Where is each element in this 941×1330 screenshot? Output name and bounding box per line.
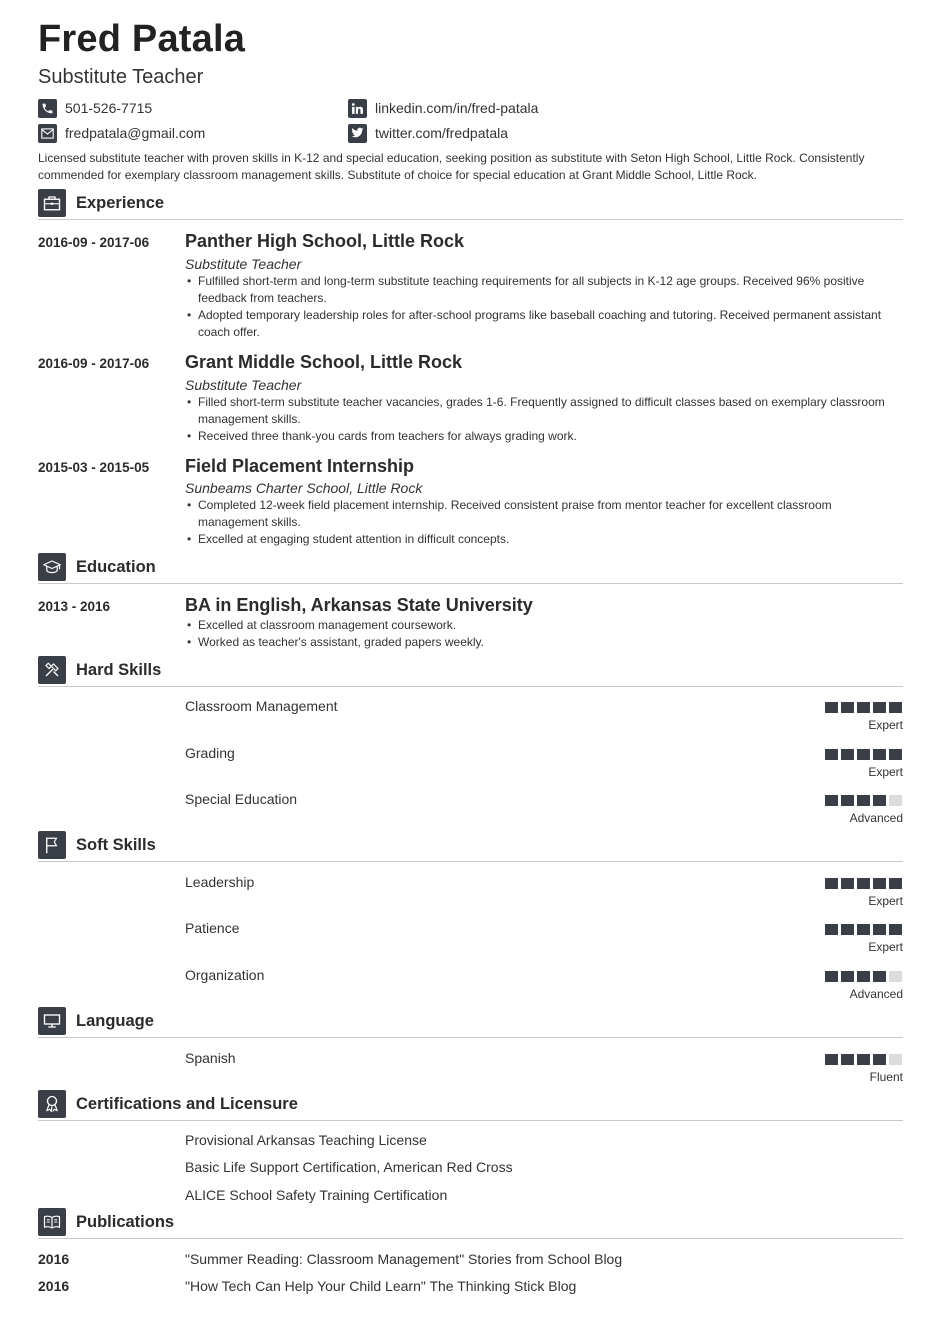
phone-icon (38, 99, 57, 118)
publication-1-year: 2016 (38, 1251, 70, 1267)
soft-skill-2-name: Patience (185, 920, 240, 936)
rating-box-empty (889, 795, 902, 806)
rating-box-filled (889, 878, 902, 889)
bullet: • Worked as teacher's assistant, graded papers weekly. (185, 634, 903, 651)
soft-skill-3-level: Advanced (849, 987, 903, 1001)
contact-phone (38, 98, 152, 118)
publication-2-title: "How Tech Can Help Your Child Learn" The Thinking Stick Blog (185, 1278, 577, 1294)
experience-2-bullets (185, 394, 903, 445)
rating-box-filled (825, 1054, 838, 1065)
rating-box-filled (825, 702, 838, 713)
rating-box-filled (841, 1054, 854, 1065)
experience-3-dates: 2015-03 - 2015-05 (38, 460, 150, 475)
contact-linkedin (348, 98, 538, 118)
language-1-rating (825, 1054, 902, 1065)
contact-email (38, 123, 205, 143)
section-experience (38, 189, 903, 220)
hard-skill-1-name: Classroom Management (185, 698, 338, 714)
experience-1-bullets (185, 273, 903, 341)
rating-box-filled (825, 924, 838, 935)
education-1-dates: 2013 - 2016 (38, 599, 111, 614)
rating-box-filled (857, 971, 870, 982)
section-title-hard-skills: Hard Skills (76, 661, 162, 679)
experience-1-title: Panther High School, Little Rock (185, 231, 465, 251)
soft-skill-1-name: Leadership (185, 874, 255, 890)
rating-box-filled (873, 924, 886, 935)
rating-box-filled (857, 1054, 870, 1065)
soft-skill-2-rating (825, 924, 902, 935)
rating-box-filled (825, 971, 838, 982)
section-language (38, 1007, 903, 1038)
graduation-cap-icon (38, 553, 66, 581)
section-certifications (38, 1090, 903, 1121)
education-1-title: BA in English, Arkansas State University (185, 595, 533, 615)
bullet: • Adopted temporary leadership roles for after-school programs like baseball coaching and tutoring. Received permanent assistant coach offer. (185, 307, 903, 341)
envelope-icon (38, 124, 57, 143)
section-education (38, 553, 903, 584)
monitor-icon (38, 1007, 66, 1035)
section-hard-skills (38, 656, 903, 687)
flag-icon (38, 831, 66, 859)
hard-skill-2-name: Grading (185, 745, 235, 761)
candidate-name: Fred Patala (38, 18, 246, 60)
language-1-name: Spanish (185, 1050, 236, 1066)
soft-skill-3-name: Organization (185, 967, 265, 983)
rating-box-filled (857, 749, 870, 760)
certification-1: Provisional Arkansas Teaching License (185, 1132, 427, 1148)
tools-icon (38, 656, 66, 684)
rating-box-filled (873, 749, 886, 760)
certification-3: ALICE School Safety Training Certification (185, 1187, 448, 1203)
briefcase-icon (38, 189, 66, 217)
language-1-level: Fluent (869, 1070, 903, 1084)
section-title-language: Language (76, 1012, 154, 1030)
certification-2: Basic Life Support Certification, American Red Cross (185, 1159, 513, 1175)
section-publications (38, 1208, 903, 1239)
rating-box-filled (889, 749, 902, 760)
rating-box-filled (889, 924, 902, 935)
experience-2-dates: 2016-09 - 2017-06 (38, 356, 150, 371)
rating-box-filled (873, 702, 886, 713)
rating-box-filled (825, 795, 838, 806)
soft-skill-3-rating (825, 971, 902, 982)
publication-1-title: "Summer Reading: Classroom Management" Stories from School Blog (185, 1251, 623, 1267)
rating-box-filled (841, 878, 854, 889)
rating-box-filled (873, 878, 886, 889)
bullet: • Excelled at engaging student attention in difficult concepts. (185, 531, 903, 548)
rating-box-filled (857, 878, 870, 889)
section-title-publications: Publications (76, 1213, 175, 1231)
experience-1-role: Substitute Teacher (185, 256, 302, 272)
experience-3-bullets (185, 497, 903, 548)
hard-skill-3-name: Special Education (185, 791, 298, 807)
hard-skill-1-rating (825, 702, 902, 713)
soft-skill-2-level: Expert (868, 940, 903, 954)
soft-skill-1-rating (825, 878, 902, 889)
experience-3-role: Sunbeams Charter School, Little Rock (185, 480, 423, 496)
rating-box-filled (841, 749, 854, 760)
hard-skill-2-rating (825, 749, 902, 760)
hard-skill-2-level: Expert (868, 765, 903, 779)
contact-twitter (348, 123, 508, 143)
bullet: • Filled short-term substitute teacher vacancies, grades 1-6. Frequently assigned to difficult classes based on exemplary classroom management skills. (185, 394, 903, 428)
rating-box-empty (889, 1054, 902, 1065)
rating-box-filled (857, 795, 870, 806)
soft-skill-1-level: Expert (868, 894, 903, 908)
rating-box-filled (889, 702, 902, 713)
phone-text: 501-526-7715 (65, 100, 153, 116)
experience-2-role: Substitute Teacher (185, 377, 302, 393)
rating-box-filled (873, 1054, 886, 1065)
rating-box-filled (825, 749, 838, 760)
award-ribbon-icon (38, 1090, 66, 1118)
bullet: • Fulfilled short-term and long-term substitute teaching requirements for all subjects in K-12 age groups. Received 96% positive feedback from teachers. (185, 273, 903, 307)
candidate-title: Substitute Teacher (38, 66, 204, 88)
rating-box-filled (857, 702, 870, 713)
bullet: • Excelled at classroom management coursework. (185, 617, 903, 634)
section-title-experience: Experience (76, 194, 165, 212)
book-icon (38, 1208, 66, 1236)
section-title-education: Education (76, 558, 156, 576)
experience-1-dates: 2016-09 - 2017-06 (38, 235, 150, 250)
linkedin-text: linkedin.com/in/fred-patala (375, 100, 539, 116)
rating-box-filled (857, 924, 870, 935)
section-title-soft-skills: Soft Skills (76, 836, 156, 854)
education-1-bullets (185, 617, 903, 651)
twitter-icon (348, 124, 367, 143)
summary-paragraph: Licensed substitute teacher with proven skills in K-12 and special education, seeking position as substitute with Seton High School, Little Rock. Consistently commended for exemplary classroom management skills. Substitute of choice for special education at Grant Middle School, Little Rock. (38, 151, 865, 182)
bullet: • Completed 12-week field placement internship. Received consistent praise from mentor teacher for excellent classroom management skills. (185, 497, 903, 531)
hard-skill-3-rating (825, 795, 902, 806)
rating-box-filled (825, 878, 838, 889)
section-title-certifications: Certifications and Licensure (76, 1095, 298, 1113)
rating-box-filled (841, 971, 854, 982)
rating-box-filled (873, 795, 886, 806)
publication-2-year: 2016 (38, 1278, 70, 1294)
rating-box-filled (873, 971, 886, 982)
section-soft-skills (38, 831, 903, 862)
rating-box-filled (841, 702, 854, 713)
rating-box-filled (841, 924, 854, 935)
hard-skill-3-level: Advanced (849, 811, 903, 825)
email-text: fredpatala@gmail.com (65, 125, 206, 141)
bullet: • Received three thank-you cards from teachers for always grading work. (185, 428, 903, 445)
experience-2-title: Grant Middle School, Little Rock (185, 352, 463, 372)
linkedin-icon (348, 99, 367, 118)
experience-3-title: Field Placement Internship (185, 456, 415, 476)
rating-box-empty (889, 971, 902, 982)
rating-box-filled (841, 795, 854, 806)
twitter-text: twitter.com/fredpatala (375, 125, 509, 141)
hard-skill-1-level: Expert (868, 718, 903, 732)
